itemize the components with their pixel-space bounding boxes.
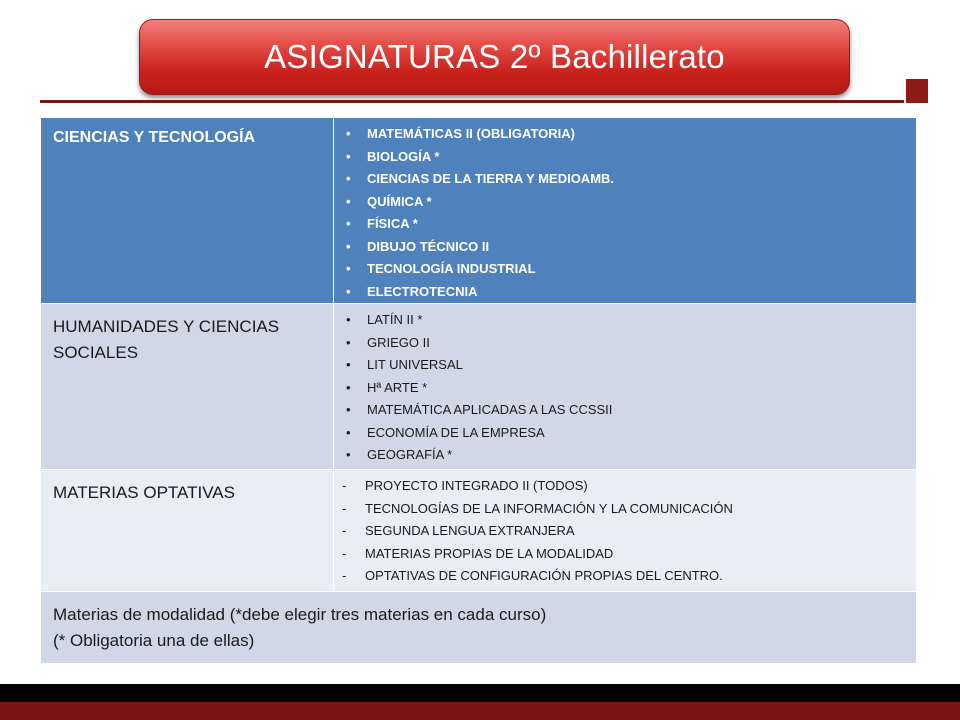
items-cell [334, 304, 917, 470]
bottom-red-band [0, 702, 960, 720]
dash-icon: - [342, 523, 347, 538]
list-item: - PROYECTO INTEGRADO II (TODOS) [342, 475, 916, 498]
table-row [41, 592, 917, 664]
list-item: • ELECTROTECNIA [346, 281, 916, 304]
dash-icon: - [342, 478, 347, 493]
bullet-icon: • [346, 379, 351, 395]
category-cell: MATERIAS OPTATIVAS [41, 470, 334, 592]
footer-note-line1: Materias de modalidad (*debe elegir tres materias en cada curso) [53, 605, 547, 624]
items-cell [334, 118, 917, 304]
bullet-icon: • [346, 171, 351, 186]
list-item: • LATÍN II * [346, 309, 916, 332]
list-item: - MATERIAS PROPIAS DE LA MODALIDAD [342, 543, 916, 566]
list-item: • BIOLOGÍA * [346, 146, 916, 169]
bullet-icon: • [346, 126, 351, 141]
table-row [41, 304, 917, 470]
bullet-icon: • [346, 238, 351, 254]
list-item: • Hª ARTE * [346, 377, 916, 400]
list-item: • GRIEGO II [346, 332, 916, 355]
list-item: • MATEMÁTICAS II (OBLIGATORIA) [346, 123, 916, 146]
list-item: - SEGUNDA LENGUA EXTRANJERA [342, 520, 916, 543]
table-row [41, 118, 917, 304]
items-cell [334, 470, 917, 592]
footer-note-cell [41, 592, 917, 664]
list-item: • TECNOLOGÍA INDUSTRIAL [346, 258, 916, 281]
bullet-icon: • [346, 283, 351, 299]
list-item: - OPTATIVAS DE CONFIGURACIÓN PROPIAS DEL CENTRO. [342, 565, 916, 588]
list-item: • ECONOMÍA DE LA EMPRESA [346, 422, 916, 445]
bullet-icon: • [346, 357, 351, 372]
list-item: - TECNOLOGÍAS DE LA INFORMACIÓN Y LA COMUNICACIÓN [342, 498, 916, 521]
list-item: • DIBUJO TÉCNICO II [346, 236, 916, 259]
bullet-icon: • [346, 193, 351, 209]
footer-note-line2: (* Obligatoria una de ellas) [53, 630, 255, 650]
bullet-icon: • [346, 261, 351, 276]
subject-list [334, 309, 916, 467]
subject-list [334, 123, 916, 303]
subjects-table [40, 117, 917, 664]
optional-subject-list [334, 475, 916, 588]
list-item: • CIENCIAS DE LA TIERRA Y MEDIOAMB. [346, 168, 916, 191]
bullet-icon: • [346, 216, 351, 231]
list-item: • LIT UNIVERSAL [346, 354, 916, 377]
corner-accent [906, 79, 928, 103]
bullet-icon: • [346, 334, 351, 350]
category-cell: CIENCIAS Y TECNOLOGÍA [41, 118, 334, 304]
bullet-icon: • [346, 312, 351, 327]
dash-icon: - [342, 500, 347, 516]
bullet-icon: • [346, 447, 351, 462]
table-row [41, 470, 917, 592]
list-item: • MATEMÁTICA APLICADAS A LAS CCSSII [346, 399, 916, 422]
dash-icon: - [342, 568, 347, 583]
bullet-icon: • [346, 402, 351, 417]
category-cell: HUMANIDADES Y CIENCIAS SOCIALES [41, 304, 334, 470]
title-banner [139, 19, 850, 95]
page-title: ASIGNATURAS 2º Bachillerato [264, 38, 725, 75]
dash-icon: - [342, 545, 347, 561]
list-item: • FÍSICA * [346, 213, 916, 236]
bottom-black-band [0, 684, 960, 702]
bullet-icon: • [346, 424, 351, 440]
bullet-icon: • [346, 148, 351, 164]
list-item: • QUÍMICA * [346, 191, 916, 214]
list-item: • GEOGRAFÍA * [346, 444, 916, 467]
title-divider [40, 100, 904, 103]
